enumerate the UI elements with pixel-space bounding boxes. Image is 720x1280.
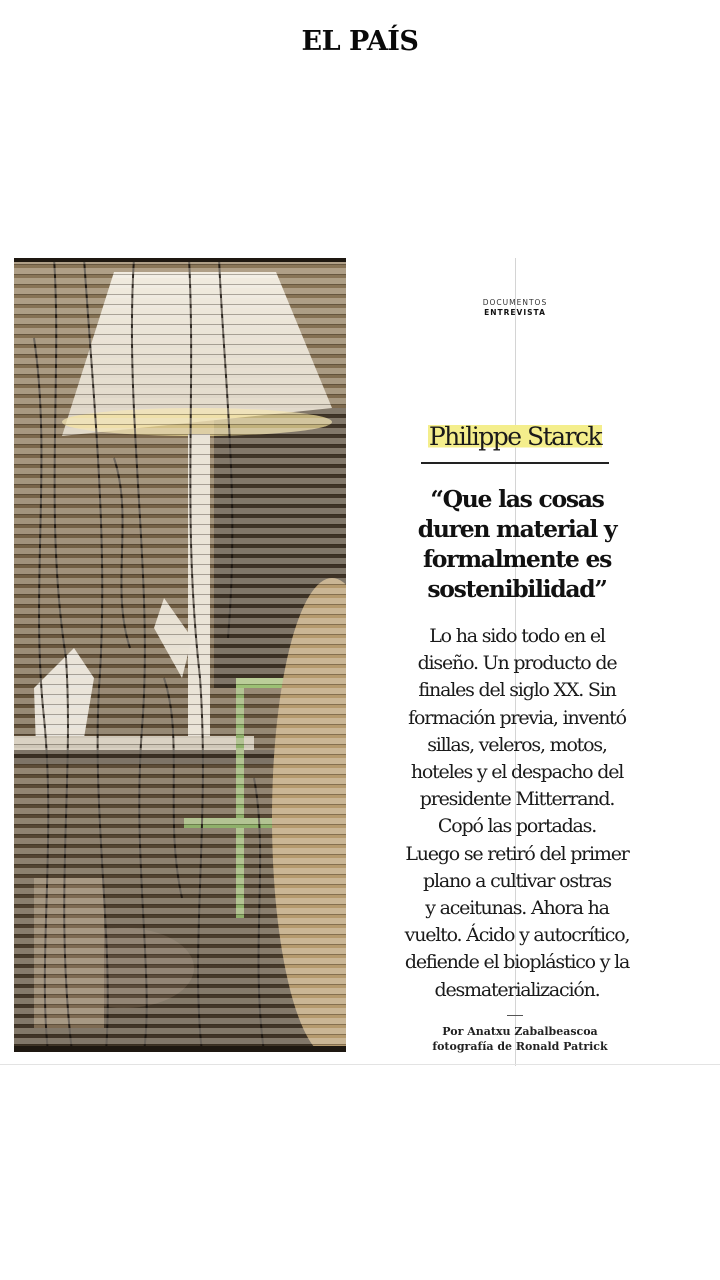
headline-line: “Que las cosas — [430, 485, 604, 513]
photo-credit: fotografía de Ronald Patrick — [432, 1040, 608, 1053]
lead-line: defiende el bioplástico y la — [404, 951, 630, 974]
lead-line: diseño. Un producto de — [417, 652, 617, 675]
section-name: DOCUMENTOS — [482, 298, 548, 307]
interviewee-name-block — [420, 422, 610, 452]
headline-quote — [392, 484, 642, 604]
spread-bottom-edge — [0, 1064, 720, 1065]
lead-line: plano a cultivar ostras — [423, 869, 611, 892]
article-photo — [14, 258, 346, 1052]
byline: Por Anatxu Zabalbeascoa — [442, 1025, 598, 1038]
headline-line: duren material y — [417, 515, 617, 543]
lead-line: hoteles y el despacho del — [410, 761, 624, 784]
credits-divider — [507, 1015, 523, 1016]
subsection-name: ENTREVISTA — [484, 308, 546, 317]
lead-line: y aceitunas. Ahora ha — [425, 897, 609, 920]
lead-line: desmaterialización. — [434, 978, 600, 1001]
lead-line: Luego se retiró del primer — [405, 842, 629, 865]
name-underline — [421, 462, 609, 464]
lead-line: finales del siglo XX. Sin — [418, 679, 616, 702]
lamp-through-blinds-photo — [14, 258, 346, 1052]
lead-line: Lo ha sido todo en el — [429, 625, 605, 647]
lead-line: presidente Mitterrand. — [419, 788, 615, 811]
article-spread — [0, 258, 720, 1066]
section-label — [460, 298, 570, 318]
lead-line: sillas, veleros, motos, — [427, 733, 607, 756]
masthead-logo[interactable]: EL PAÍS — [301, 26, 419, 57]
interviewee-name: Philippe Starck — [428, 422, 602, 451]
lead-paragraph — [392, 623, 642, 1004]
lead-line: vuelto. Ácido y autocrítico, — [404, 924, 630, 947]
headline-line: formalmente es — [422, 545, 612, 573]
article-credits — [400, 1024, 640, 1054]
headline-line: sostenibilidad” — [427, 575, 607, 603]
lead-line: formación previa, inventó — [408, 706, 626, 729]
lead-line: Copó las portadas. — [437, 815, 597, 838]
